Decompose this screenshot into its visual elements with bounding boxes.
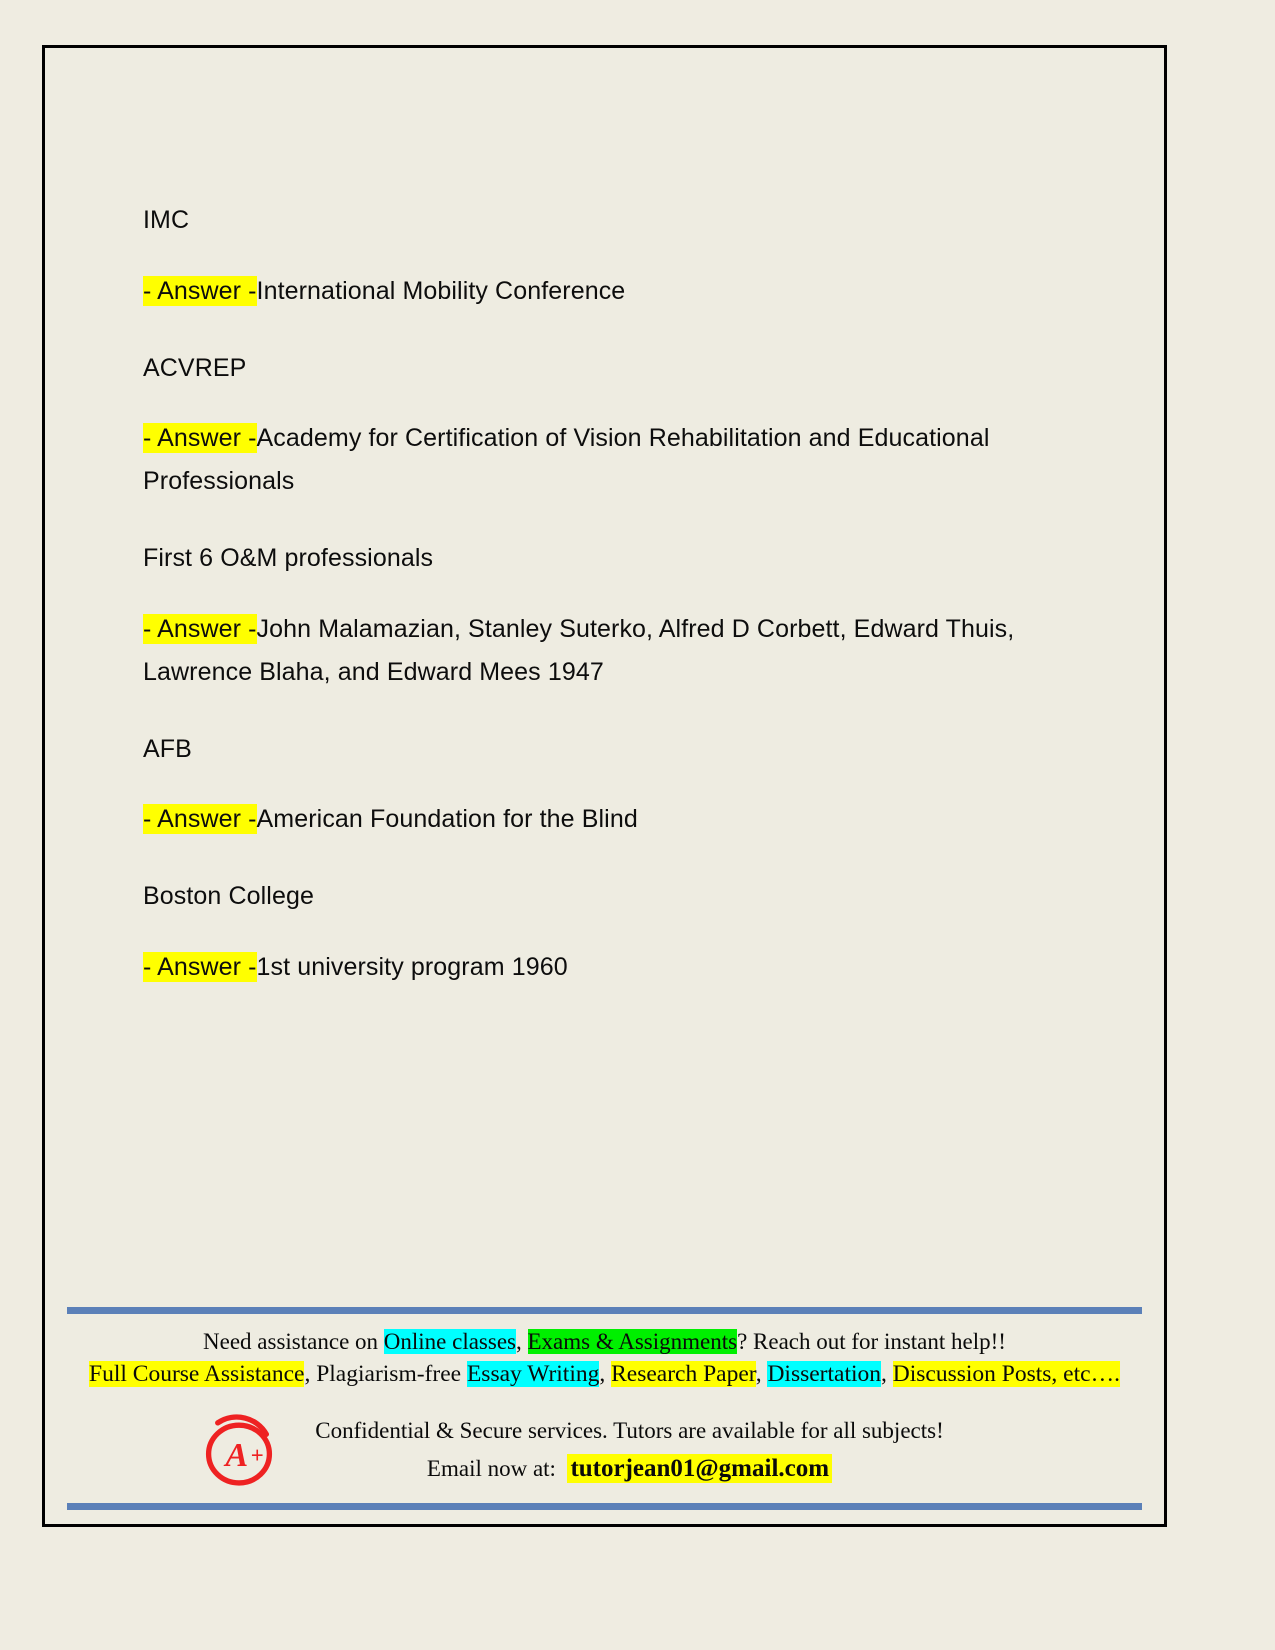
ad-tagline: Confidential & Secure services. Tutors are available for all subjects! [315,1417,944,1443]
answer-text: 1st university program 1960 [256,952,568,981]
answer-label: - Answer - [143,805,257,833]
question-text: Boston College [143,882,314,910]
qa-block [143,732,1073,842]
ad-highlight-discussion-posts: Discussion Posts, etc…. [892,1361,1120,1388]
divider-bottom [67,1503,1142,1510]
ad-highlight-full-course-assistance: Full Course Assistance [89,1361,305,1388]
qa-block [143,879,1073,989]
ad-highlight-exams-assignments: Exams & Assignments [527,1329,738,1355]
question-text: IMC [143,206,190,234]
email-prefix: Email now at: [426,1456,556,1482]
ad-line2-part1: , Plagiarism-free [304,1361,467,1388]
email-address[interactable]: tutorjean01@gmail.com [567,1454,832,1483]
ad-highlight-research-paper: Research Paper [611,1361,756,1388]
ad-highlight-essay-writing: Essay Writing [466,1361,600,1388]
ad-line-2 [67,1359,1142,1390]
answer-label: - Answer - [143,952,257,981]
email-row [315,1450,944,1489]
answer-line [143,946,1073,989]
answer-line [143,798,1073,841]
qa-block [143,203,1073,313]
ad-line1-part2: , [516,1329,528,1355]
answer-text: Academy for Certification of Vision Rehabilitation and Educational Professionals [143,424,990,495]
ad-line2-part4: , [881,1361,893,1388]
answer-text: John Malamazian, Stanley Suterko, Alfred D Corbett, Edward Thuis, Lawrence Blaha, and Edward Mees 1947 [143,614,1015,686]
footer-advertisement [45,1307,1164,1524]
divider-top [67,1307,1142,1314]
answer-label: - Answer - [143,614,257,643]
svg-text:+: + [250,1442,264,1468]
ad-bottom-row [67,1413,1142,1489]
answer-line [143,270,1073,313]
ad-highlight-dissertation: Dissertation [767,1361,882,1388]
answer-line [143,608,1073,694]
ad-line1-part3: ? Reach out for instant help!! [737,1329,1006,1355]
qa-block [143,351,1073,504]
ad-line-1 [67,1327,1142,1358]
question-text: ACVREP [143,353,247,382]
answer-text: American Foundation for the Blind [256,805,638,833]
answer-line [143,417,1073,503]
answer-label: - Answer - [143,424,257,452]
ad-line2-part3: , [755,1361,768,1388]
question-text: First 6 O&M professionals [143,544,434,572]
question-text: AFB [143,734,192,763]
ad-highlight-online-classes: Online classes [383,1329,516,1355]
qa-block [143,541,1073,694]
qa-content [143,203,1073,989]
ad-line1-part1: Need assistance on [203,1329,384,1355]
svg-text:A: A [225,1436,249,1474]
ad-bottom-text [315,1413,944,1489]
a-plus-grade-icon [201,1413,277,1489]
ad-line2-part2: , [599,1361,612,1388]
answer-label: - Answer - [143,276,257,305]
answer-text: International Mobility Conference [256,276,626,305]
document-page [42,45,1167,1527]
